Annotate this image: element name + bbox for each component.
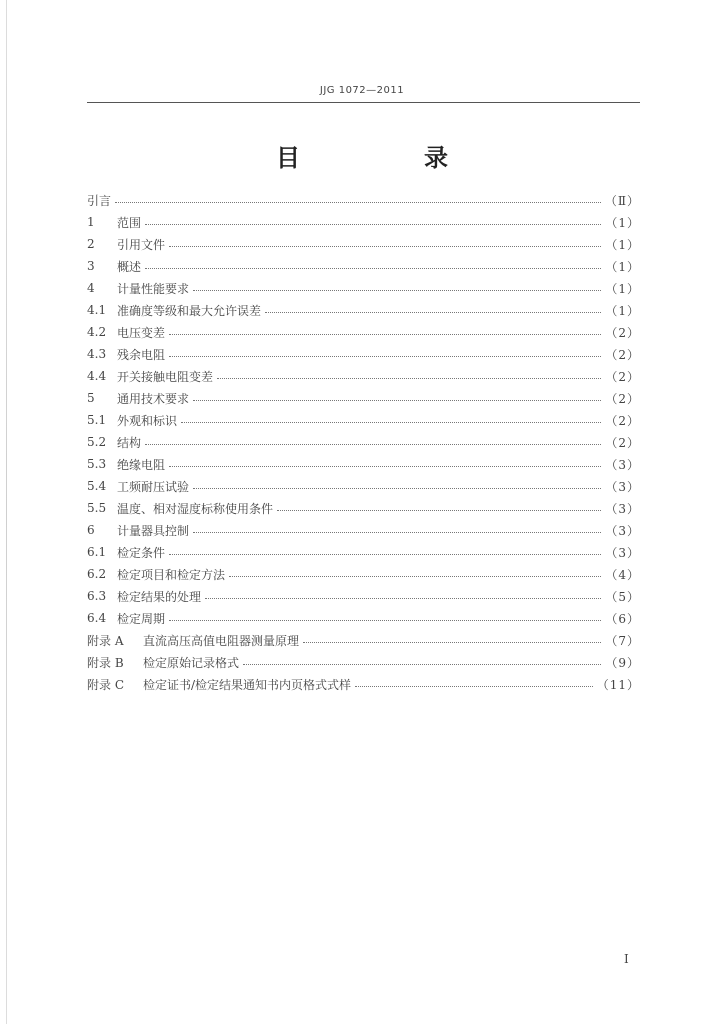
toc-entry[interactable]: [87, 519, 640, 541]
toc-dot-leader: [169, 553, 601, 555]
toc-dot-leader: [145, 223, 601, 225]
toc-entry-page: （3）: [605, 501, 640, 516]
toc-entry[interactable]: [87, 343, 640, 365]
toc-entry-label: 外观和标识: [117, 413, 178, 428]
toc-entry-page: （1）: [605, 237, 640, 252]
toc-entry-label: 计量性能要求: [117, 281, 190, 296]
toc-entry-number: 5.2: [87, 435, 107, 449]
header-rule: [87, 102, 640, 103]
toc-entry-number: 6.4: [87, 611, 107, 625]
toc-entry[interactable]: [87, 189, 640, 211]
toc-entry-page: （9）: [605, 655, 640, 670]
toc-dot-leader: [169, 245, 601, 247]
toc-entry-label: 检定结果的处理: [117, 589, 202, 604]
toc-entry-label: 概述: [117, 259, 142, 274]
toc-entry[interactable]: [87, 299, 640, 321]
toc-entry[interactable]: [87, 277, 640, 299]
toc-dot-leader: [169, 355, 601, 357]
toc-entry-label: 检定证书/检定结果通知书内页格式式样: [143, 677, 352, 692]
toc-entry-number: 6.2: [87, 567, 107, 581]
toc-entry-label: 残余电阻: [117, 347, 166, 362]
toc-entry-number: 5.5: [87, 501, 107, 515]
toc-dot-leader: [193, 289, 601, 291]
toc-entry-page: （2）: [605, 435, 640, 450]
toc-entry-page: （5）: [605, 589, 640, 604]
toc-entry-number: 5.4: [87, 479, 107, 493]
toc-entry[interactable]: [87, 365, 640, 387]
toc-dot-leader: [115, 201, 601, 203]
toc-entry-page: （2）: [605, 391, 640, 406]
toc-entry-page: （3）: [605, 545, 640, 560]
toc-entry-number: 附录 C: [87, 677, 124, 692]
toc-entry[interactable]: [87, 233, 640, 255]
toc-dot-leader: [181, 421, 601, 423]
toc-entry[interactable]: [87, 497, 640, 519]
toc-dot-leader: [193, 531, 601, 533]
toc-entry-number: 3: [87, 259, 95, 273]
toc-entry-page: （Ⅱ）: [604, 193, 640, 208]
toc-entry-number: 6.1: [87, 545, 107, 559]
toc-entry[interactable]: [87, 541, 640, 563]
toc-entry[interactable]: [87, 211, 640, 233]
toc-entry-page: （7）: [605, 633, 640, 648]
toc-entry[interactable]: [87, 453, 640, 475]
toc-dot-leader: [169, 465, 601, 467]
toc-entry-number: 6.3: [87, 589, 107, 603]
toc-entry[interactable]: [87, 585, 640, 607]
toc-entry[interactable]: [87, 629, 640, 651]
toc-entry[interactable]: [87, 431, 640, 453]
toc-entry-page: （3）: [605, 457, 640, 472]
toc-dot-leader: [169, 619, 601, 621]
toc-entry-label: 通用技术要求: [117, 391, 190, 406]
toc-entry-page: （2）: [605, 347, 640, 362]
toc-dot-leader: [277, 509, 601, 511]
toc-entry-label: 引用文件: [117, 237, 166, 252]
toc-entry-page: （2）: [605, 369, 640, 384]
toc-entry-label: 范围: [117, 215, 142, 230]
toc-entry-page: （4）: [605, 567, 640, 582]
toc-dot-leader: [265, 311, 601, 313]
toc-entry-page: （1）: [605, 259, 640, 274]
toc-entry-label: 开关接触电阻变差: [117, 369, 214, 384]
toc-entry-page: （3）: [605, 479, 640, 494]
toc-entry-number: 1: [87, 215, 95, 229]
toc-dot-leader: [193, 399, 601, 401]
page-number: I: [624, 952, 629, 966]
toc-dot-leader: [217, 377, 601, 379]
toc-entry[interactable]: [87, 409, 640, 431]
toc-entry-number: 5: [87, 391, 95, 405]
toc-entry-number: 6: [87, 523, 95, 537]
standard-code: JJG 1072—2011: [319, 85, 405, 96]
toc-entry-label: 电压变差: [117, 325, 166, 340]
toc-entry-page: （6）: [605, 611, 640, 626]
toc-entry[interactable]: [87, 321, 640, 343]
toc-dot-leader: [145, 443, 601, 445]
toc-entry-label: 检定周期: [117, 611, 166, 626]
toc-dot-leader: [355, 685, 593, 687]
toc-entry[interactable]: [87, 563, 640, 585]
toc-entry-number: 2: [87, 237, 95, 251]
toc-entry[interactable]: [87, 475, 640, 497]
toc-dot-leader: [205, 597, 601, 599]
toc-entry-number: 5.1: [87, 413, 107, 427]
toc-entry-page: （1）: [605, 281, 640, 296]
toc-dot-leader: [193, 487, 601, 489]
toc-entry-label: 工频耐压试验: [117, 479, 190, 494]
toc-entry-page: （1）: [605, 215, 640, 230]
toc-entry-label: 绝缘电阻: [117, 457, 166, 472]
toc-entry-label: 检定项目和检定方法: [117, 567, 226, 582]
toc-entry-number: 4.1: [87, 303, 107, 317]
toc-entry-label: 计量器具控制: [117, 523, 190, 538]
toc-dot-leader: [229, 575, 601, 577]
toc-entry-label: 检定条件: [117, 545, 166, 560]
toc-entry-number: 4.2: [87, 325, 107, 339]
toc-entry-number: 引言: [87, 193, 112, 208]
toc-entry[interactable]: [87, 651, 640, 673]
toc-entry-page: （3）: [605, 523, 640, 538]
toc-entry-number: 4.4: [87, 369, 107, 383]
toc-entry-number: 附录 A: [87, 633, 124, 648]
toc-entry-label: 检定原始记录格式: [143, 655, 240, 670]
toc-entry[interactable]: [87, 255, 640, 277]
toc-entry-number: 4.3: [87, 347, 107, 361]
toc-entry-page: （2）: [605, 325, 640, 340]
toc-entry[interactable]: [87, 673, 640, 695]
toc-dot-leader: [145, 267, 601, 269]
toc-dot-leader: [169, 333, 601, 335]
toc-entry-page: （1）: [605, 303, 640, 318]
toc-entry-label: 温度、相对湿度标称使用条件: [117, 501, 274, 516]
toc-entry-label: 准确度等级和最大允许误差: [117, 303, 262, 318]
toc-entry-label: 结构: [117, 435, 142, 450]
toc-entry-number: 附录 B: [87, 655, 124, 670]
toc-entry-number: 5.3: [87, 457, 107, 471]
toc-dot-leader: [303, 641, 601, 643]
toc-entry-page: （2）: [605, 413, 640, 428]
toc-entry[interactable]: [87, 387, 640, 409]
toc-dot-leader: [243, 663, 601, 665]
page-title: 目 录: [276, 143, 498, 172]
toc-entry-label: 直流高压高值电阻器测量原理: [143, 633, 300, 648]
table-of-contents: [87, 189, 640, 695]
toc-entry-number: 4: [87, 281, 95, 295]
toc-entry-page: （11）: [596, 677, 640, 692]
toc-entry[interactable]: [87, 607, 640, 629]
